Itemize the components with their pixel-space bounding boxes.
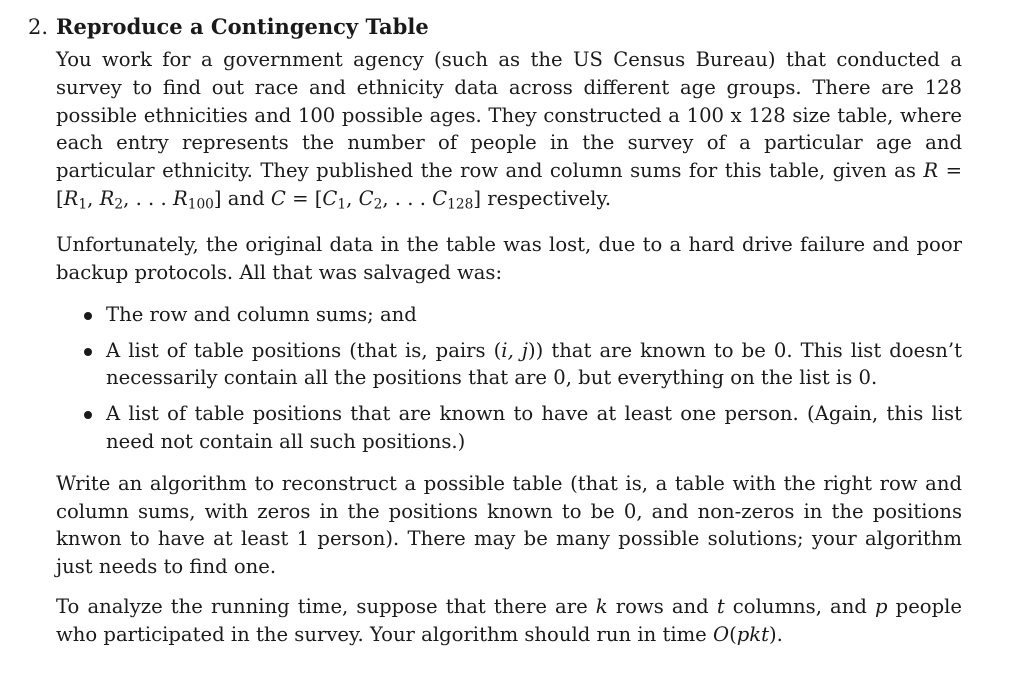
math-R1: R — [63, 186, 79, 210]
math-R: R — [923, 159, 939, 183]
analysis-text: rows and — [607, 594, 717, 618]
math-comma: , — [87, 186, 100, 210]
math-sub: 100 — [187, 196, 214, 213]
list-item-text: )) that are known to be 0. This list doesn’t necessarily contain all the positions that are 0, but everything on the list is 0. — [106, 338, 962, 390]
salvaged-list — [56, 301, 962, 456]
problem-number: 2. — [28, 15, 49, 39]
intro-text: You work for a government agency (such as the US Census Bureau) that conducted a survey to find out race and ethnicity data across different age groups. There are 128 possible ethnicities and 100 possible ages. They constructed a 100 x 128 size table, where each entry represents the number of people in the survey of a particular age and particular ethnicity. They published the row and column sums for this table, given as — [56, 48, 962, 183]
list-item-text: A list of table positions that are known to have at least one person. (Again, this list need not contain all such positions.) — [106, 402, 962, 453]
problem-section — [28, 12, 968, 658]
intro-paragraph — [56, 46, 962, 219]
bullet-icon — [84, 411, 92, 419]
math-close: ] and — [213, 186, 271, 210]
analysis-text: people who participated in the survey. Your algorithm should run in time — [56, 594, 962, 646]
math-t: t — [716, 594, 725, 618]
math-paren: ). — [769, 622, 783, 646]
problem-title: Reproduce a Contingency Table — [56, 14, 429, 39]
math-close: ] — [473, 186, 481, 210]
list-item — [56, 337, 962, 393]
math-paren: ( — [729, 622, 737, 646]
math-dots: , . . . — [123, 186, 173, 210]
list-item — [56, 400, 962, 456]
math-comma: , — [346, 186, 359, 210]
list-item-text: A list of table positions (that is, pairs ( — [106, 338, 502, 362]
analysis-paragraph — [56, 593, 962, 649]
math-sub: 1 — [78, 196, 88, 213]
math-R2: R — [99, 186, 115, 210]
math-k: k — [595, 594, 608, 618]
analysis-text: columns, and — [724, 594, 875, 618]
analysis-text: To analyze the running time, suppose that there are — [56, 594, 596, 618]
math-O: O — [713, 622, 730, 646]
list-item-text: The row and column sums; and — [106, 302, 417, 326]
intro-end-text: respectively. — [481, 186, 612, 210]
math-sub: 2 — [373, 196, 383, 213]
bullet-icon — [84, 348, 92, 356]
problem-heading — [28, 12, 968, 42]
math-C: C — [270, 186, 286, 210]
math-p: p — [875, 594, 888, 618]
lost-paragraph: Unfortunately, the original data in the table was lost, due to a hard drive failure and poor backup protocols. All that was salvaged was: — [56, 233, 962, 284]
math-pkt: pkt — [736, 622, 770, 646]
algorithm-paragraph: Write an algorithm to reconstruct a possible table (that is, a table with the right row and column sums, with zeros in the positions known to be 0, and non-zeros in the positions knwon to have at least 1 person). There may be many possible solutions; your algorithm just needs to find one. — [56, 471, 962, 579]
math-eq: = [ — [285, 186, 323, 210]
math-sub: 1 — [337, 196, 347, 213]
math-eq: = [ — [56, 159, 962, 210]
math-ij: i, j — [501, 338, 528, 362]
math-R100: R — [172, 186, 188, 210]
bullet-icon — [84, 312, 92, 320]
list-item — [56, 301, 962, 329]
math-dots: , . . . — [382, 186, 433, 210]
math-C128: C — [432, 186, 448, 210]
math-C1: C — [322, 186, 338, 210]
problem-body — [56, 46, 962, 649]
math-C2: C — [358, 186, 374, 210]
math-sub: 2 — [114, 196, 124, 213]
math-sub: 128 — [447, 196, 474, 213]
